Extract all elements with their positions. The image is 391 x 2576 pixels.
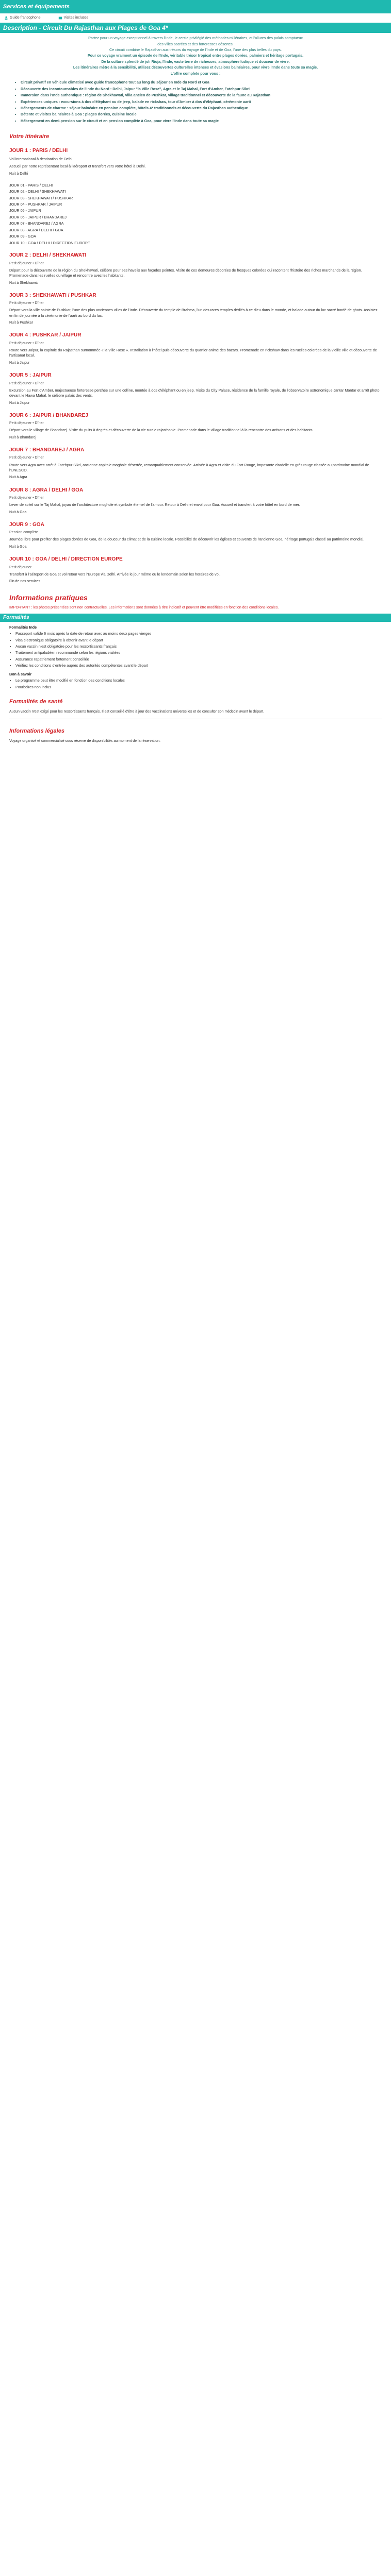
itinerary-overview-item[interactable]: JOUR 06 - JAIPUR / BHANDAREJ bbox=[9, 214, 67, 219]
day-description: Départ vers le village de Bhandarej. Visite du puits à degrés et découverte de la vie rurale rajasthanie. Promenade dans le village traditionnel à la rencontre des artisans et des habitants. bbox=[9, 428, 314, 433]
tab-visits[interactable] bbox=[58, 15, 89, 21]
highlight-item: • Découverte des incontournables de l'Inde du Nord : Delhi, Jaipur "la Ville Rose", Agra et le Taj Mahal, Fort d'Amber, Fatehpur Sikri bbox=[21, 87, 376, 92]
day-night: Nuit à Agra bbox=[9, 476, 27, 480]
highlight-item: • Immersion dans l'Inde authentique : région de Shekhawati, villa ancien de Pushkar, village traditionnel et découverte de la faune au Rajasthan bbox=[21, 93, 376, 98]
day-night: Nuit à Bhandarej bbox=[9, 435, 37, 439]
day-meals: Petit déjeuner bbox=[9, 565, 32, 569]
day-title: JOUR 7 : BHANDAREJ / AGRA bbox=[9, 447, 85, 453]
day-block bbox=[9, 372, 382, 406]
day-title: JOUR 3 : SHEKHAWATI / PUSHKAR bbox=[9, 292, 96, 298]
practical-item: • Pourboires non inclus bbox=[15, 685, 382, 690]
day-description: Route vers Jaipur, la capitale du Rajasthan surnommée « la Ville Rose ». Installation à l'hôtel puis découverte du quartier animé des bazars. Promenade en rickshaw dans les ruelles colorées de la vieille ville et découverte de l'artisanat local. bbox=[9, 348, 377, 358]
day-meals: Petit déjeuner • Dîner bbox=[9, 301, 44, 306]
itinerary-overview-list bbox=[9, 183, 382, 246]
highlight-item: • Hébergements de charme : séjour balnéaire en pension complète, hôtels 4* traditionnels et découverte du Rajasthan authentique bbox=[21, 106, 376, 111]
day-block bbox=[9, 412, 382, 440]
day-description: Lever de soleil sur le Taj Mahal, joyau de l'architecture moghole et symbole éternel de l'amour. Retour à Delhi et envol pour Goa. Accueil et transfert à votre hôtel en bord de mer. bbox=[9, 502, 300, 507]
intro-line: Les itinéraires mètre à la sensibilité, utilisez découvertes culturelles intenses et évasions balnéaires, pour vivre l'Inde dans toute sa magie. bbox=[73, 65, 318, 70]
day-meals: Petit déjeuner • Dîner bbox=[9, 261, 44, 265]
day-title: JOUR 9 : GOA bbox=[9, 521, 44, 528]
formalities-item: • Visa électronique obligatoire à obtenir avant le départ bbox=[15, 638, 382, 643]
itinerary-overview-item[interactable]: JOUR 05 - JAIPUR bbox=[9, 208, 41, 213]
legal-title: Informations légales bbox=[9, 728, 64, 735]
legal-text: Voyage organisé et commercialisé sous réserve de disponibilités au moment de la réservation. bbox=[9, 739, 160, 743]
health-title: Formalités de santé bbox=[9, 699, 63, 705]
services-header-bar: Services et équipements bbox=[0, 0, 391, 13]
formalities-heading: Formalités Inde bbox=[9, 624, 37, 630]
itinerary-overview-item[interactable]: JOUR 04 - PUSHKAR / JAIPUR bbox=[9, 202, 62, 207]
itinerary-overview-item[interactable]: JOUR 02 - DELHI / SHEKHAWATI bbox=[9, 189, 66, 194]
ticket-icon bbox=[58, 16, 62, 20]
day-title: JOUR 4 : PUSHKAR / JAIPUR bbox=[9, 332, 82, 338]
day-night: Nuit à Delhi bbox=[9, 172, 28, 176]
day-title: JOUR 5 : JAIPUR bbox=[9, 372, 52, 379]
day-night: Nuit à Shekhawati bbox=[9, 281, 39, 285]
formalities-item: • Aucun vaccin n'est obligatoire pour les ressortissants français bbox=[15, 644, 382, 649]
itinerary-overview-item[interactable]: JOUR 08 - AGRA / DELHI / GOA bbox=[9, 227, 63, 232]
practical-list bbox=[9, 678, 382, 690]
formalities-item: • Passeport valide 6 mois après la date de retour avec au moins deux pages vierges bbox=[15, 631, 382, 636]
highlight-item: • Détente et visites balnéaires à Goa : plages dorées, cuisine locale bbox=[21, 112, 376, 117]
highlights-list bbox=[0, 78, 391, 126]
day-block bbox=[9, 332, 382, 366]
day-description: Départ pour la découverte de la région du Shekhawati, célèbre pour ses havelis aux façades peintes. Visite de ces demeures décorées de fresques colorées qui racontent l'histoire des riches marchands de la région. Promenade dans les ruelles du village et rencontre avec les habitants. bbox=[9, 267, 362, 278]
day-meals: Petit déjeuner • Dîner bbox=[9, 456, 44, 460]
page bbox=[0, 0, 391, 744]
intro-line: Partez pour un voyage exceptionnel à travers l'Inde, le cercle privilégié des méthodes millénaires, et l'allures des palais somptueux bbox=[88, 36, 303, 41]
tab-visits-label: Visites incluses bbox=[63, 16, 89, 20]
day-block bbox=[9, 556, 382, 584]
itinerary-overview-item[interactable]: JOUR 01 - PARIS / DELHI bbox=[9, 182, 53, 188]
intro-line: Pour ce voyage vraiment un épisode de l'Inde, véritable trésor tropical entre plages dorées, palmiers et héritage portugais. bbox=[87, 53, 304, 58]
highlight-item: • Hébergement en demi-pension sur le circuit et en pension complète à Goa, pour vivre l'Inde dans toute sa magie bbox=[21, 118, 376, 124]
info-warning: IMPORTANT : les photos présentées sont non contractuelles. Les informations sont données à titre indicatif et peuvent être modifiées en fonction des conditions locales. bbox=[9, 605, 279, 609]
day-night: Nuit à Jaipur bbox=[9, 361, 30, 365]
day-meals: Petit déjeuner • Dîner bbox=[9, 496, 44, 500]
formalities-item: • Traitement antipaludéen recommandé selon les régions visitées bbox=[15, 650, 382, 655]
day-block bbox=[9, 487, 382, 515]
day-title: JOUR 2 : DELHI / SHEKHAWATI bbox=[9, 252, 87, 259]
formalities-bar: Formalités bbox=[0, 614, 391, 622]
day-subtitle: Vol international à destination de Delhi bbox=[9, 156, 73, 161]
day-block bbox=[9, 252, 382, 286]
itinerary-overview-item[interactable]: JOUR 03 - SHEKHAWATI / PUSHKAR bbox=[9, 195, 73, 200]
itinerary-section bbox=[0, 133, 391, 610]
practical-heading: Bon à savoir bbox=[9, 671, 32, 676]
day-night: Nuit à Jaipur bbox=[9, 401, 30, 405]
intro-line: L'offre complete pour vous : bbox=[170, 71, 221, 76]
itinerary-overview-item[interactable]: JOUR 10 - GOA / DELHI / DIRECTION EUROPE bbox=[9, 240, 90, 245]
day-title: JOUR 1 : PARIS / DELHI bbox=[9, 148, 68, 154]
itinerary-title: Votre itinéraire bbox=[9, 133, 50, 140]
highlight-item: • Circuit privatif en véhicule climatisé avec guide francophone tout au long du séjour en Inde du Nord et Goa bbox=[21, 80, 376, 85]
day-title: JOUR 10 : GOA / DELHI / DIRECTION EUROPE bbox=[9, 556, 123, 563]
tab-guide-label: Guide francophone bbox=[10, 16, 41, 20]
services-tabs bbox=[0, 13, 391, 23]
intro-line: Ce circuit combine le Rajasthan aux trésors du voyage de l'Inde et de Goa, l'une des plus belles du pays. bbox=[109, 47, 282, 53]
day-note: Accueil par notre représentant local à l'aéroport et transfert vers votre hôtel à Delhi. bbox=[9, 164, 146, 169]
intro-text bbox=[0, 33, 391, 78]
formalities-item: • Assurance rapatriement fortement conseillée bbox=[15, 657, 382, 662]
day-meals: Petit déjeuner • Dîner bbox=[9, 421, 44, 426]
intro-line: De la culture splendé de joli Rioja, l'Inde, vaste terre de richesses, atmosphère ludique et douceur de vivre. bbox=[101, 59, 290, 64]
day-description: Transfert à l'aéroport de Goa et vol retour vers l'Europe via Delhi. Arrivée le jour même ou le lendemain selon les horaires de vol. bbox=[9, 571, 221, 577]
day-block bbox=[9, 521, 382, 550]
formalities-list bbox=[9, 631, 382, 669]
health-text: Aucun vaccin n'est exigé pour les ressortissants français. Il est conseillé d'être à jour des vaccinations universelles et de consulter son médecin avant le départ. bbox=[9, 710, 265, 714]
practical-item: • Le programme peut être modifié en fonction des conditions locales bbox=[15, 678, 382, 683]
info-title: Informations pratiques bbox=[9, 594, 88, 602]
day-meals: Petit déjeuner • Dîner bbox=[9, 381, 44, 385]
description-header-bar: Description - Circuit Du Rajasthan aux Plages de Goa 4* bbox=[0, 23, 391, 33]
guide-icon bbox=[4, 16, 8, 20]
intro-line: des villes sacrées et des forteresses désertes. bbox=[157, 41, 234, 46]
day-meals: Petit déjeuner • Dîner bbox=[9, 341, 44, 345]
day-description: Route vers Agra avec arrêt à Fatehpur Sikri, ancienne capitale moghole désertée, remarquablement conservée. Arrivée à Agra et visite du Fort Rouge, imposante citadelle en grès rouge classée au patrimoine mondial de l'UNESCO. bbox=[9, 462, 369, 473]
day-night: Nuit à Goa bbox=[9, 545, 27, 549]
day-block bbox=[9, 292, 382, 326]
day-meals: Pension complète bbox=[9, 531, 38, 535]
formalities-item: • Vérifiez les conditions d'entrée auprès des autorités compétentes avant le départ bbox=[15, 663, 382, 668]
formalities-section bbox=[0, 625, 391, 744]
highlight-item: • Expériences uniques : excursions à dos d'éléphant ou de jeep, balade en rickshaw, tour d'Amber à dos d'éléphant, cérémonie aarti bbox=[21, 99, 376, 105]
day-night: Nuit à Goa bbox=[9, 510, 27, 514]
day-night: Nuit à Pushkar bbox=[9, 321, 33, 325]
day-description: Journée libre pour profiter des plages dorées de Goa, de la douceur du climat et de la cuisine locale. Possibilité de découvrir les églises et couvents de l'ancienne Goa, héritage portugais classé au patrimoine mondial. bbox=[9, 537, 365, 542]
itinerary-overview-item[interactable]: JOUR 09 - GOA bbox=[9, 234, 36, 239]
tab-guide[interactable] bbox=[4, 15, 41, 21]
day-description: Départ vers la ville sainte de Pushkar, l'une des plus anciennes villes de l'Inde. Découverte du temple de Brahma, l'un des rares temples dédiés à ce dieu dans le monde, et balade autour du lac sacré bordé de ghats. Assistez en fin de journée à la cérémonie de l'aarti au bord du lac. bbox=[9, 308, 378, 318]
day-night: Fin de nos services bbox=[9, 580, 41, 584]
day-description: Excursion au Fort d'Amber, majestueuse forteresse perchée sur une colline, montée à dos d'éléphant ou en jeep. Visite du City Palace, résidence de la famille royale, de l'observatoire astronomique Jantar Mantar et arrêt photo devant le Hawa Mahal, le célèbre palais des vents. bbox=[9, 387, 380, 398]
day-block bbox=[9, 447, 382, 481]
day-title: JOUR 8 : AGRA / DELHI / GOA bbox=[9, 487, 84, 493]
itinerary-overview-item[interactable]: JOUR 07 - BHANDAREJ / AGRA bbox=[9, 221, 64, 226]
day-title: JOUR 6 : JAIPUR / BHANDAREJ bbox=[9, 412, 88, 418]
